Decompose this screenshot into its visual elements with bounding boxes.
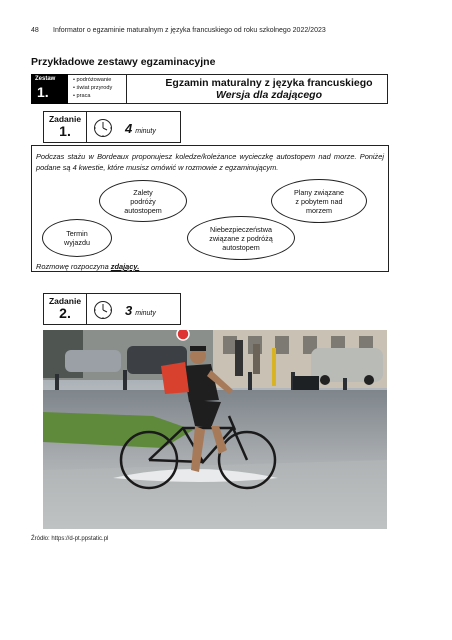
- task2-number: 2.: [59, 305, 71, 321]
- bubble-line: Zalety: [133, 187, 153, 197]
- topic-item: • praca: [73, 92, 112, 100]
- task1-number: 1.: [59, 123, 71, 139]
- bubble-line: Plany związane: [294, 187, 344, 197]
- bubble-line: autostopem: [222, 242, 260, 252]
- photo-source: Źródło: https://d-pt.ppstatic.pl: [31, 536, 109, 542]
- task2-minutes: 3: [125, 303, 133, 318]
- bubble-line: Niebezpieczeństwa: [210, 224, 272, 234]
- divider: [86, 294, 87, 324]
- page-number: 48: [31, 27, 39, 34]
- bubble-line: podróży: [130, 196, 156, 206]
- task2-label-block: [47, 296, 83, 321]
- task2-minutes-label: minuty: [135, 310, 156, 317]
- bubble-line: związane z podróżą: [209, 233, 273, 243]
- clock-icon: [92, 118, 114, 138]
- task1-label-block: [47, 114, 83, 139]
- running-header: [31, 27, 326, 34]
- start-bold: zdający.: [110, 262, 140, 271]
- start-prefix: Rozmowę rozpoczyna: [36, 262, 109, 271]
- bubble-line: Termin: [66, 229, 88, 238]
- bubble-zalety: [99, 180, 187, 222]
- bubble-line: autostopem: [124, 205, 162, 215]
- task2-label: Zadanie: [48, 296, 82, 306]
- bubble-line: z pobytem nad: [295, 196, 343, 206]
- topic-item: • podróżowanie: [73, 76, 112, 84]
- photo-illustration: [43, 330, 387, 529]
- bubble-line: wyjazdu: [64, 238, 90, 247]
- topic-list: [73, 76, 112, 100]
- task1-instruction: Podczas stażu w Bordeaux proponujesz koledze/koleżance wycieczkę autostopem nad morze. Poniżej podane są 4 kwestie, które musisz omówić w rozmowie z egzaminującym.: [36, 152, 384, 172]
- exam-title: Egzamin maturalny z języka francuskiego: [165, 77, 373, 89]
- task1-header: [43, 111, 181, 143]
- task1-minutes-label: minuty: [135, 128, 156, 135]
- zestaw-number: 1.: [37, 84, 49, 100]
- exam-version: Wersja dla zdającego: [215, 89, 322, 101]
- task2-time: [125, 302, 156, 320]
- divider: [86, 112, 87, 142]
- task1-time: [125, 120, 156, 138]
- section-title: Przykładowe zestawy egzaminacyjne: [31, 56, 216, 68]
- task2-header: [43, 293, 181, 325]
- zestaw-label: Zestaw: [35, 76, 56, 82]
- zestaw-label-block: [31, 74, 68, 104]
- cyclist-in-flooded-street-photo: [43, 330, 387, 529]
- bubble-line: morzem: [306, 205, 332, 215]
- bubble-termin: [42, 219, 112, 257]
- task1-start-note: [36, 262, 139, 271]
- topic-item: • świat przyrody: [73, 84, 112, 92]
- clock-icon: [92, 300, 114, 320]
- divider: [126, 74, 127, 104]
- bubble-niebezpieczenstwa: [187, 216, 295, 260]
- task1-minutes: 4: [125, 121, 133, 136]
- exam-title-block: [150, 77, 388, 101]
- running-title: Informator o egzaminie maturalnym z języka francuskiego od roku szkolnego 2022/2023: [53, 27, 326, 34]
- task1-label: Zadanie: [48, 114, 82, 124]
- bubble-plany: [271, 179, 367, 223]
